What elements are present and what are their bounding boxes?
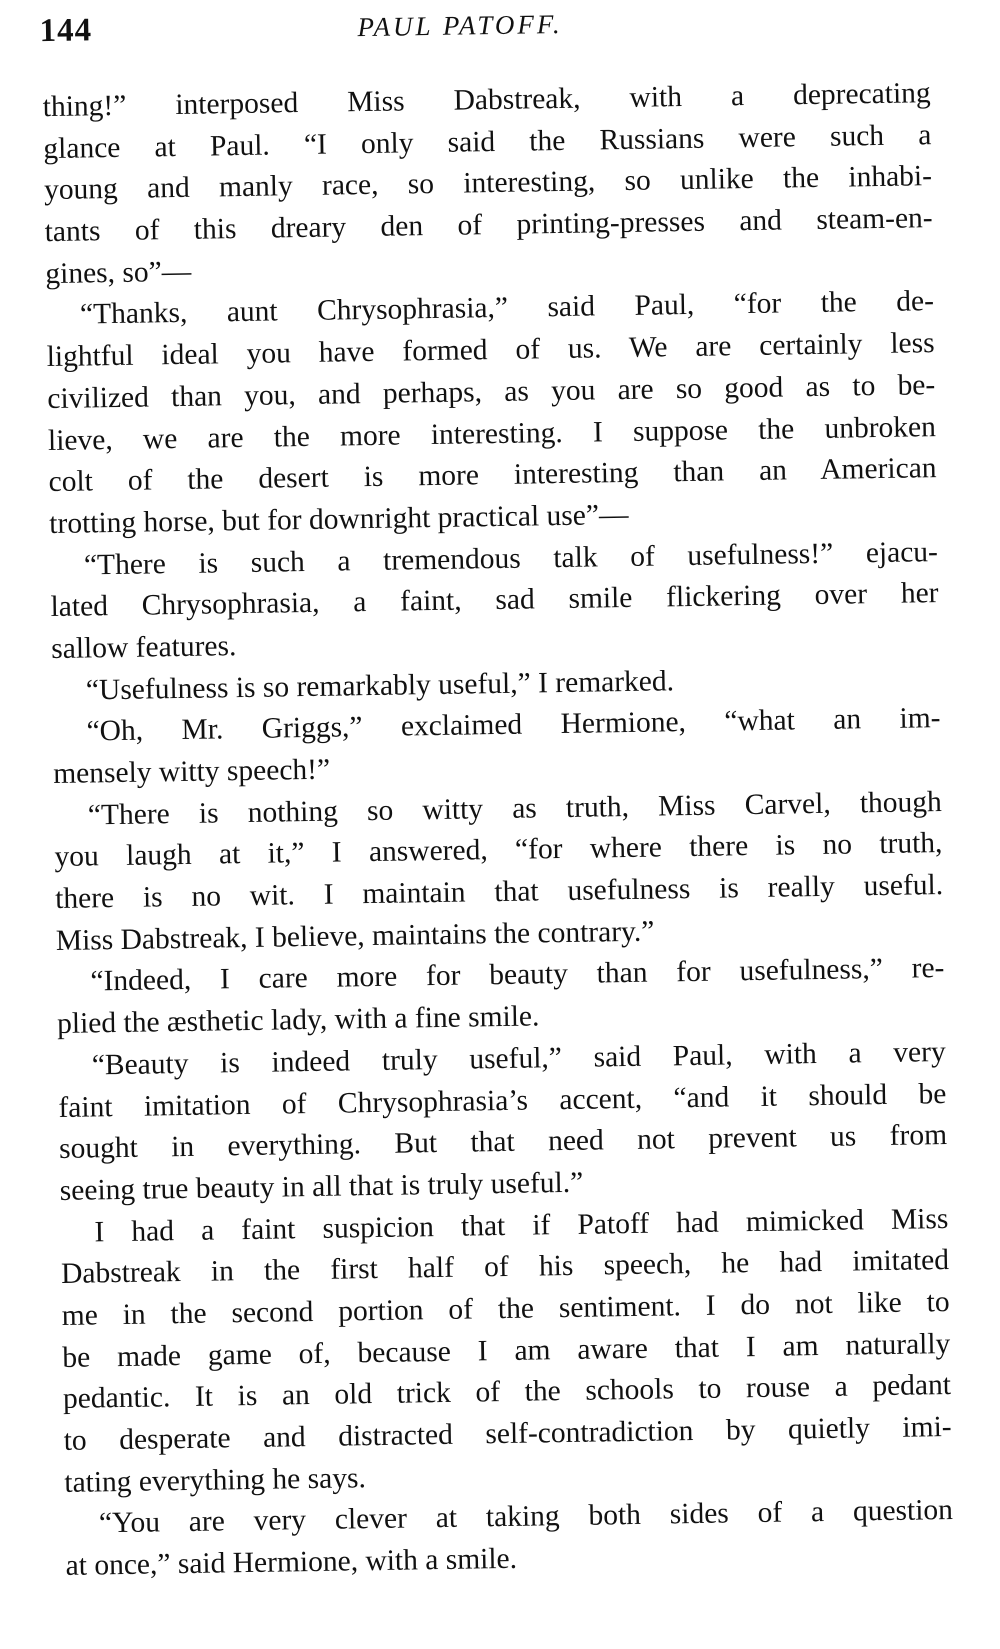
text-line: be made game of, because I am aware that I am naturally [62, 1327, 951, 1374]
text-line: “Oh, Mr. Griggs,” exclaimed Hermione, “what an im- [86, 702, 941, 748]
text-line: faint imitation of Chrysophrasia’s accent, “and it should be [58, 1077, 947, 1124]
page-number: 144 [39, 12, 93, 50]
text-line: “You are very clever at taking both sides of a question [98, 1494, 954, 1540]
text-line: at once,” said Hermione, with a smile. [65, 1542, 518, 1582]
text-line: seeing true beauty in all that is truly useful.” [59, 1166, 584, 1207]
text-line: trotting horse, but for downright practical use”— [49, 498, 629, 540]
text-line: “Thanks, aunt Chrysophrasia,” said Paul, “for the de- [79, 285, 935, 331]
text-line: Miss Dabstreak, I believe, maintains the contrary.” [55, 915, 655, 957]
text-line: me in the second portion of the sentiment. I do not like to [61, 1285, 950, 1332]
text-line: Dabstreak in the first half of his speech, he had imitated [60, 1244, 950, 1291]
text-line: lightful ideal you have formed of us. We are certainly less [46, 327, 935, 374]
text-line: to desperate and distracted self-contradiction by quietly imi- [63, 1410, 952, 1457]
text-line: colt of the desert is more interesting than an American [48, 452, 937, 499]
text-line: civilized than you, and perhaps, as you are so good as to be- [47, 368, 936, 415]
body-text [42, 73, 953, 1588]
text-line: mensely witty speech!” [52, 753, 331, 791]
text-line: plied the æsthetic lady, with a fine smile. [56, 1000, 540, 1041]
text-line: young and manly race, so interesting, so unlike the inhabi- [43, 160, 933, 207]
text-line: thing!” interposed Miss Dabstreak, with a deprecating [42, 77, 931, 124]
page-header [39, 0, 940, 63]
text-line: lated Chrysophrasia, a faint, sad smile flickering over her [50, 577, 939, 624]
text-line: sought in everything. But that need not prevent us from [58, 1119, 948, 1166]
text-line: you laugh at it,” I answered, “for where there is no truth, [54, 827, 943, 874]
text-line: “There is nothing so witty as truth, Miss Carvel, though [87, 785, 943, 832]
text-line: “Beauty is indeed truly useful,” said Paul, with a very [91, 1035, 946, 1082]
text-line: glance at Paul. “I only said the Russians were such a [43, 118, 932, 165]
text-line: gines, so”— [45, 255, 192, 290]
text-line: there is no wit. I maintain that usefulness is really useful. [54, 869, 944, 916]
text-line: tating everything he says. [64, 1461, 367, 1499]
text-line: “Usefulness is so remarkably useful,” I remarked. [85, 664, 675, 707]
text-line: “Indeed, I care more for beauty than for usefulness,” re- [90, 952, 945, 998]
text-line: pedantic. It is an old trick of the schools to rouse a pedant [62, 1369, 952, 1416]
text-line: sallow features. [51, 630, 237, 665]
text-line: “There is such a tremendous talk of usefulness!” ejacu- [83, 535, 939, 582]
text-line: tants of this dreary den of printing-presses and steam-en- [44, 202, 933, 249]
text-line: I had a faint suspicion that if Patoff had mimicked Miss [94, 1202, 949, 1248]
running-title: PAUL PATOFF. [357, 8, 563, 43]
text-line: lieve, we are the more interesting. I suppose the unbroken [47, 410, 937, 457]
